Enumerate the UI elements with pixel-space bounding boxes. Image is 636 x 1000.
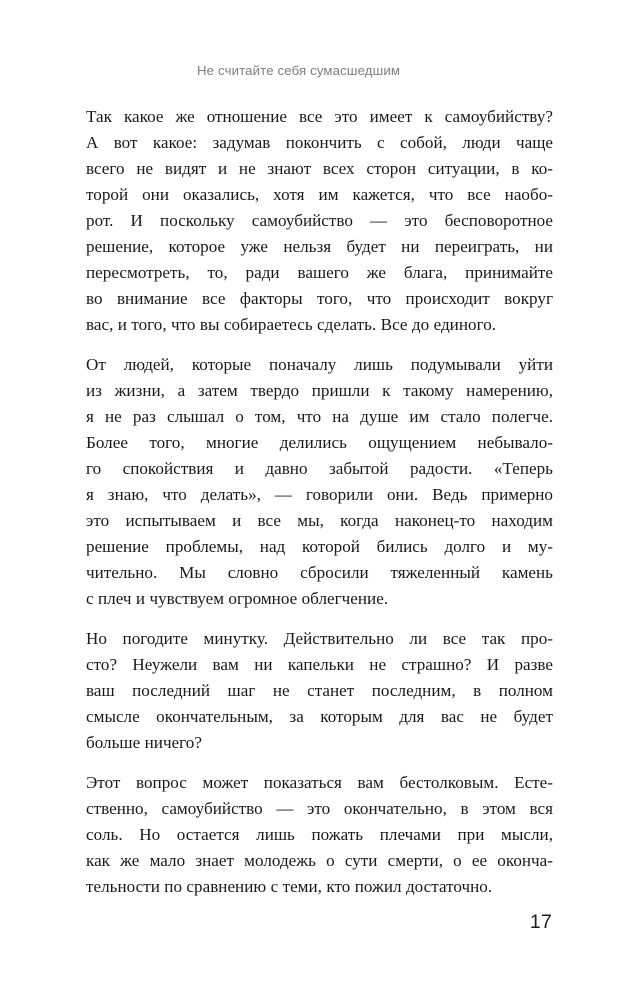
text-line: торой они оказались, хотя им кажется, что все наобо- [86,185,553,205]
text-line: смысле окончательным, за которым для вас не будет [86,707,553,727]
paragraph [86,626,553,756]
text-line: Так какое же отношение все это имеет к самоубийству? [86,107,553,126]
body-text-block [86,104,553,900]
text-line: сто? Неужели вам ни капельки не страшно? И разве [86,654,553,674]
text-line: А вот какое: задумав покончить с собой, люди чаще [86,133,553,153]
paragraph [86,352,553,612]
text-line: тельности по сравнению с теми, кто пожил достаточно. [86,876,493,896]
text-line: го спокойствия и давно забытой радости. «Теперь [86,459,553,479]
text-line: больше ничего? [86,733,202,753]
text-line: ваш последний шаг не станет последним, в полном [86,680,553,700]
text-line: всего не видят и не знают всех сторон ситуации, в ко- [86,159,553,179]
text-line: Более того, многие делились ощущением небывало- [86,433,553,453]
text-line: из жизни, а затем твердо пришли к такому намерению, [86,380,553,400]
text-line: Но погодите минутку. Действительно ли все так про- [86,628,553,648]
text-line: ственно, самоубийство — это окончательно, в этом вся [86,798,553,818]
text-line: я не раз слышал о том, что на душе им стало полегче. [86,407,553,427]
page-number: 17 [529,911,552,933]
text-line: я знаю, что делать», — говорили они. Ведь примерно [86,485,553,505]
text-line: с плеч и чувствуем огромное облегчение. [86,589,389,609]
text-line: Этот вопрос может показаться вам бестолковым. Есте- [86,772,553,792]
paragraph [86,770,553,900]
text-line: во внимание все факторы того, что происходит вокруг [86,289,553,309]
text-line: чительно. Мы словно сбросили тяжеленный камень [86,563,553,583]
running-header: Не считайте себя сумасшедшим [197,63,401,78]
text-line: решение проблемы, над которой бились долго и му- [86,537,553,557]
text-line: это испытываем и все мы, когда наконец-то находим [86,511,553,531]
text-line: как же мало знает молодежь о сути смерти, о ее оконча- [86,850,553,870]
text-line: решение, которое уже нельзя будет ни переиграть, ни [86,237,553,257]
text-line: соль. Но остается лишь пожать плечами при мысли, [86,824,553,844]
paragraph [86,104,553,338]
text-line: пересмотреть, то, ради вашего же блага, принимайте [86,263,553,283]
text-line: вас, и того, что вы собираетесь сделать. Все до единого. [86,315,497,335]
text-line: От людей, которые поначалу лишь подумывали уйти [86,354,553,374]
text-line: рот. И поскольку самоубийство — это бесповоротное [86,211,553,231]
